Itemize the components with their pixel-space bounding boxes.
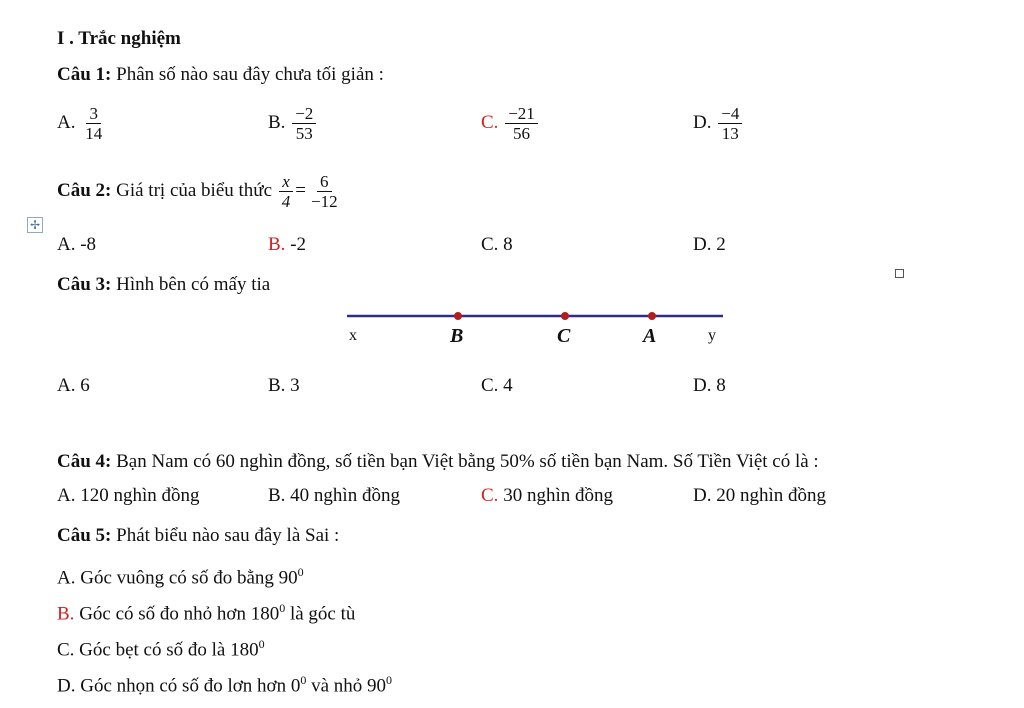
equals-sign: =	[295, 179, 306, 201]
question-3-option-d: D. 8	[693, 375, 726, 396]
question-4-label: Câu 4:	[57, 451, 112, 472]
question-2-label: Câu 2:	[57, 179, 112, 201]
option-text-tail: là góc tù	[285, 603, 356, 625]
numerator: −2	[292, 104, 316, 124]
question-3-label: Câu 3:	[57, 274, 112, 295]
anchor-square-icon	[895, 269, 904, 278]
question-2	[57, 172, 343, 211]
degree-superscript: 0	[386, 673, 393, 687]
option-letter: B.	[268, 111, 286, 133]
numerator: −21	[505, 104, 538, 124]
question-3-option-a: A. 6	[57, 375, 90, 396]
fraction	[82, 104, 105, 143]
question-3-option-b: B. 3	[268, 375, 300, 396]
option-text: D. Góc nhọn có số đo lơn hơn 0	[57, 675, 301, 697]
option-text: A. Góc vuông có số đo bằng 90	[57, 567, 298, 589]
option-letter: B.	[57, 603, 75, 625]
question-1-option-b	[268, 104, 318, 143]
question-2-option-d: D. 2	[693, 234, 726, 255]
numerator: x	[279, 172, 293, 192]
question-5-text: Phát biểu nào sau đây là Sai :	[111, 525, 340, 546]
question-1-option-c	[481, 104, 540, 143]
label-y: y	[708, 327, 716, 344]
figure-line	[340, 308, 730, 322]
question-1-text: Phân số nào sau đây chưa tối giản :	[111, 64, 384, 85]
question-5-option-c	[57, 632, 265, 662]
point-b	[454, 312, 462, 320]
section-title: I . Trắc nghiệm	[57, 28, 181, 49]
degree-superscript: 0	[297, 565, 304, 579]
question-5-label: Câu 5:	[57, 525, 112, 546]
option-letter: B.	[268, 234, 286, 255]
fraction	[718, 104, 742, 143]
question-3-option-c: C. 4	[481, 375, 513, 396]
question-4-option-b: B. 40 nghìn đồng	[268, 485, 400, 506]
option-value: 30 nghìn đồng	[498, 485, 613, 506]
question-1	[57, 63, 384, 87]
question-1-option-d	[693, 104, 744, 143]
denominator: −12	[311, 192, 338, 211]
move-handle-icon[interactable]: ✢	[27, 217, 43, 233]
question-2-text: Giá trị của biểu thức	[111, 179, 273, 201]
point-a	[648, 312, 656, 320]
question-5-option-d	[57, 668, 392, 698]
denominator: 56	[512, 124, 530, 143]
option-letter: A.	[57, 111, 76, 133]
question-5-option-a	[57, 560, 304, 590]
option-text-mid: và nhỏ 90	[306, 675, 387, 697]
option-letter: C.	[481, 111, 499, 133]
label-b: B	[450, 325, 464, 347]
fraction-6-over-minus-12	[308, 172, 341, 211]
option-letter: D.	[693, 111, 712, 133]
option-value: -2	[285, 234, 307, 255]
degree-superscript: 0	[279, 601, 286, 615]
question-2-option-c: C. 8	[481, 234, 513, 255]
question-4-option-a: A. 120 nghìn đồng	[57, 485, 200, 506]
question-1-label: Câu 1:	[57, 64, 112, 85]
label-x: x	[349, 327, 357, 344]
denominator: 53	[295, 124, 313, 143]
point-c	[561, 312, 569, 320]
denominator: 13	[721, 124, 739, 143]
label-c: C	[557, 325, 571, 347]
numerator: −4	[718, 104, 742, 124]
question-3	[57, 273, 270, 297]
question-2-option-a: A. -8	[57, 234, 97, 255]
question-1-option-a	[57, 104, 107, 143]
question-4-option-c	[481, 484, 613, 508]
denominator: 4	[281, 192, 291, 211]
label-a: A	[643, 325, 657, 347]
fraction	[505, 104, 538, 143]
denominator: 14	[85, 124, 103, 143]
question-4-text: Bạn Nam có 60 nghìn đồng, số tiền bạn Việt bằng 50% số tiền bạn Nam. Số Tiền Việt có là :	[111, 451, 819, 472]
degree-superscript: 0	[258, 637, 265, 651]
question-4-option-d: D. 20 nghìn đồng	[693, 485, 826, 506]
question-3-text: Hình bên có mấy tia	[111, 274, 271, 295]
question-5-option-b	[57, 596, 355, 626]
numerator: 6	[317, 172, 332, 192]
numerator: 3	[86, 104, 101, 124]
fraction-x-over-4	[279, 172, 294, 211]
option-text: C. Góc bẹt có số đo là 180	[57, 639, 259, 661]
question-4	[57, 450, 819, 474]
fraction	[292, 104, 316, 143]
option-letter: C.	[481, 485, 499, 506]
question-2-option-b	[268, 233, 306, 257]
question-5	[57, 524, 339, 548]
degree-superscript: 0	[300, 673, 307, 687]
option-text: Góc có số đo nhỏ hơn 180	[74, 603, 280, 625]
